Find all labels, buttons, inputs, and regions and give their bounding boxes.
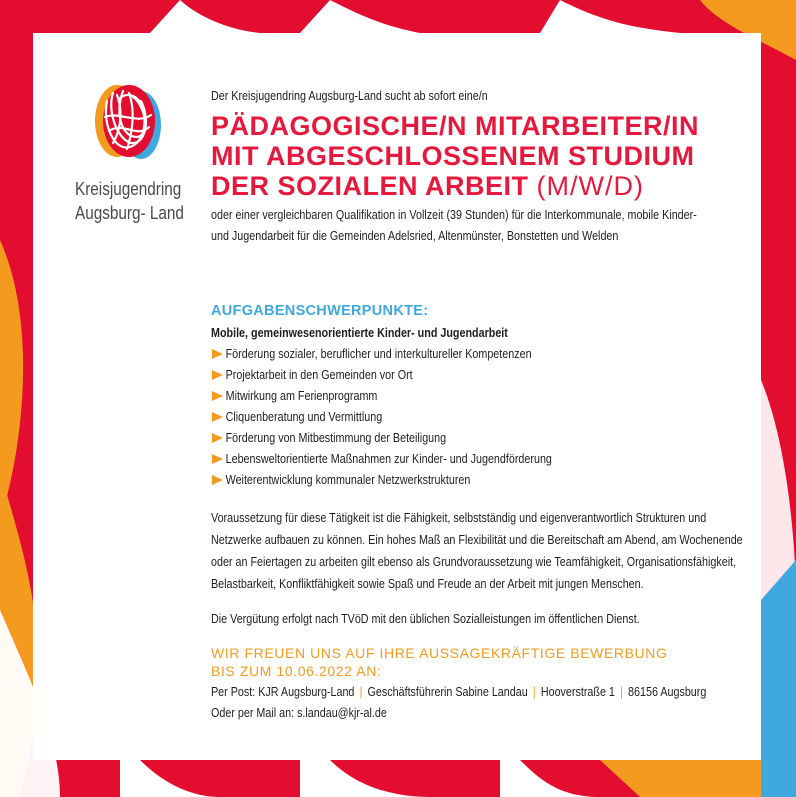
logo-line-1: Kreisjugendring bbox=[75, 179, 182, 199]
list-item bbox=[211, 386, 675, 407]
arrow-bullet-icon bbox=[212, 370, 223, 380]
cta-line-2: BIS ZUM 10.06.2022 AN: bbox=[211, 663, 382, 679]
postal-address bbox=[211, 682, 707, 703]
post-label: Per Post: KJR Augsburg-Land bbox=[211, 685, 355, 699]
arrow-bullet-icon bbox=[212, 349, 223, 359]
arrow-bullet-icon bbox=[212, 454, 223, 464]
street-address: Hooverstraße 1 bbox=[540, 685, 615, 699]
separator: | bbox=[532, 685, 536, 699]
arrow-bullet-icon bbox=[212, 391, 223, 401]
job-posting-card bbox=[33, 33, 761, 760]
call-to-action bbox=[211, 644, 751, 680]
arrow-bullet-icon bbox=[212, 433, 223, 443]
list-item-text: Mitwirkung am Ferienprogramm bbox=[225, 389, 378, 403]
requirements-line-2: Netzwerke aufbauen zu können. Ein hohes Maß an Flexibilität und die Bereitschaft am Abend, am Wochenende bbox=[211, 533, 743, 547]
qualification-line-1: oder einer vergleichbaren Qualifikation in Vollzeit (39 Stunden) für die Interkommunale, mobile Kinder- bbox=[211, 208, 697, 222]
manager-name: Geschäftsführerin Sabine Landau bbox=[367, 685, 528, 699]
cta-line-1: WIR FREUEN UNS AUF IHRE AUSSAGEKRÄFTIGE BEWERBUNG bbox=[211, 645, 668, 661]
requirements-line-3: oder an Feiertagen zu arbeiten gilt ebenso als Grundvoraussetzung wie Teamfähigkeit, Organisationsfähigkeit, bbox=[211, 555, 737, 569]
list-item bbox=[211, 407, 675, 428]
list-item bbox=[211, 365, 675, 386]
list-item bbox=[211, 470, 675, 491]
kjr-logo bbox=[63, 81, 193, 241]
email-contact[interactable]: Oder per Mail an: s.landau@kjr-al.de bbox=[211, 706, 387, 720]
job-title-line-1: PÄDAGOGISCHE/N MITARBEITER/IN bbox=[211, 111, 700, 141]
list-item-text: Weiterentwicklung kommunaler Netzwerkstrukturen bbox=[225, 473, 471, 487]
requirements-paragraph bbox=[211, 507, 743, 595]
list-item-text: Lebensweltorientierte Maßnahmen zur Kinder- und Jugendförderung bbox=[225, 452, 552, 466]
intro-text: Der Kreisjugendring Augsburg-Land sucht ab sofort eine/n bbox=[211, 89, 488, 103]
gender-suffix: (M/W/D) bbox=[536, 171, 644, 201]
arrow-bullet-icon bbox=[212, 412, 223, 422]
qualification-text bbox=[211, 205, 697, 247]
list-item bbox=[211, 344, 675, 365]
requirements-line-1: Voraussetzung für diese Tätigkeit ist die Fähigkeit, selbstständig und eigenverantwortlich Strukturen und bbox=[211, 511, 707, 525]
job-title-line-3 bbox=[211, 171, 751, 201]
tasks-section bbox=[211, 323, 743, 630]
list-item-text: Förderung sozialer, beruflicher und interkultureller Kompetenzen bbox=[225, 347, 532, 361]
job-title-line-2: MIT ABGESCHLOSSENEM STUDIUM bbox=[211, 141, 695, 171]
kjr-scribble-logo-icon bbox=[93, 81, 163, 171]
contact-info bbox=[211, 682, 707, 724]
list-item-text: Cliquenberatung und Vermittlung bbox=[225, 410, 383, 424]
tasks-subheading: Mobile, gemeinwesenorientierte Kinder- und Jugendarbeit bbox=[211, 326, 508, 340]
separator: | bbox=[359, 685, 363, 699]
tasks-list bbox=[211, 344, 675, 491]
salary-text: Die Vergütung erfolgt nach TVöD mit den üblichen Sozialleistungen im öffentlichen Dienst. bbox=[211, 612, 640, 626]
list-item-text: Förderung von Mitbestimmung der Beteiligung bbox=[225, 431, 447, 445]
separator: | bbox=[620, 685, 623, 699]
job-title bbox=[211, 111, 751, 201]
posting-content bbox=[211, 86, 751, 724]
logo-wordmark bbox=[75, 177, 184, 225]
tasks-heading: AUFGABENSCHWERPUNKTE: bbox=[211, 303, 429, 319]
qualification-line-2: und Jugendarbeit für die Gemeinden Adelsried, Altenmünster, Bonstetten und Welden bbox=[211, 229, 619, 243]
list-item bbox=[211, 428, 675, 449]
city-address: 86156 Augsburg bbox=[628, 685, 707, 699]
requirements-line-4: Belastbarkeit, Konfliktfähigkeit sowie Spaß und Freude an der Arbeit mit jungen Menschen. bbox=[211, 577, 644, 591]
arrow-bullet-icon bbox=[212, 475, 223, 485]
job-title-line-3-text: DER SOZIALEN ARBEIT bbox=[211, 171, 529, 201]
list-item bbox=[211, 449, 675, 470]
logo-line-2: Augsburg- Land bbox=[75, 203, 184, 223]
list-item-text: Projektarbeit in den Gemeinden vor Ort bbox=[225, 368, 413, 382]
